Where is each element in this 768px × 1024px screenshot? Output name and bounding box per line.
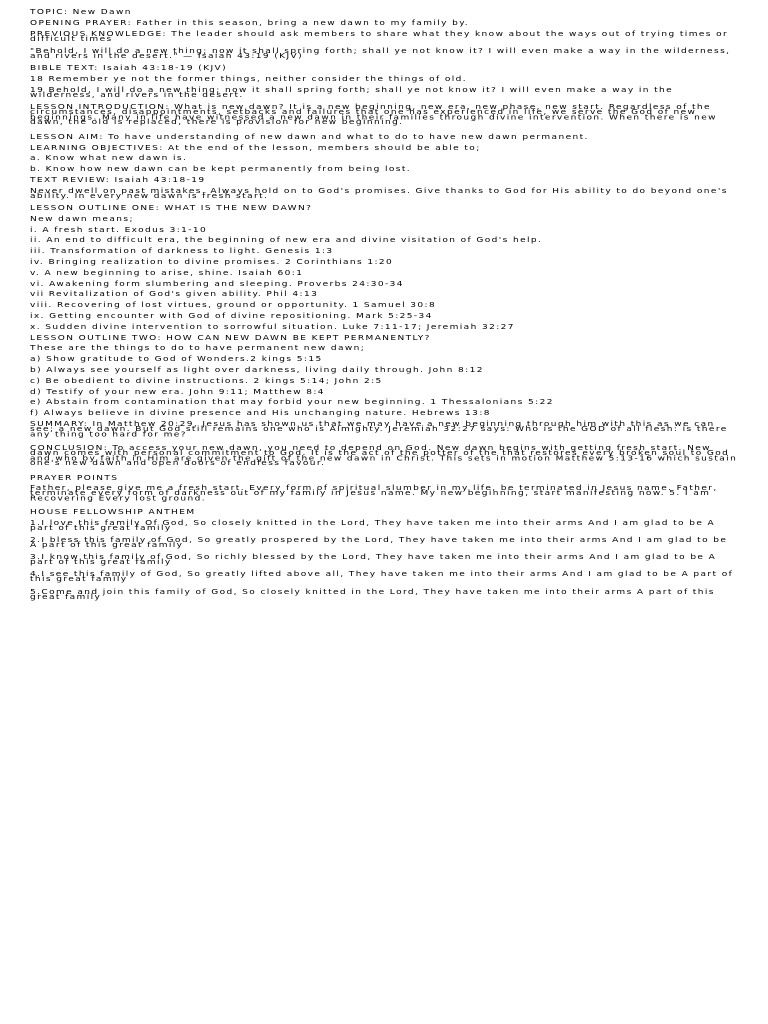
paragraph: LESSON OUTLINE ONE: WHAT IS THE NEW DAWN? [30, 204, 313, 213]
paragraph: 18 Remember ye not the former things, neither consider the things of old. [30, 75, 468, 84]
paragraph: ii. An end to difficult era, the beginning of new era and divine visitation of God's help. [30, 236, 543, 245]
paragraph: Father, please give me a fresh start. Every form of spiritual slumber in my life, be terminated in Jesus name. Father, terminate every form of darkness out of my family in Jesus name. My new beginning, start manifesting now. 5. I am Recovering Every lost ground. [30, 484, 718, 504]
paragraph: b) Always see yourself as light over darkness, living daily through. John 8:12 [30, 366, 484, 375]
paragraph: 1.I love this family Of God, So closely knitted in the Lord, They have taken me into their arms And I am glad to be A part of this great family [30, 519, 716, 533]
paragraph: Never dwell on past mistakes. Always hold on to God's promises. Give thanks to God for His ability to do beyond one's ability. In every new dawn is fresh start. [30, 187, 728, 201]
paragraph: BIBLE TEXT: Isaiah 43:18-19 (KJV) [30, 64, 228, 73]
paragraph: PREVIOUS KNOWLEDGE: The leader should ask members to share what they know about the ways out of trying times or difficult times [30, 29, 729, 44]
paragraph: vi. Awakening form slumbering and sleeping. Proverbs 24:30-34 [30, 279, 404, 288]
paragraph: 5.Come and join this family of God, So closely knitted in the Lord, They have taken me into their arms A part of this great family [30, 587, 715, 602]
paragraph: TOPIC: New Dawn [30, 8, 132, 17]
paragraph: LESSON AIM: To have understanding of new dawn and what to do to have new dawn permanent. [30, 133, 589, 142]
paragraph: i. A fresh start. Exodus 3:1-10 [30, 225, 208, 234]
paragraph: a) Show gratitude to God of Wonders.2 kings 5:15 [30, 355, 323, 364]
paragraph: f) Always believe in divine presence and His unchanging nature. Hebrews 13:8 [30, 409, 491, 418]
paragraph: v. A new beginning to arise, shine. Isaiah 60:1 [30, 269, 304, 278]
paragraph: x. Sudden divine intervention to sorrowful situation. Luke 7:11-17; Jeremiah 32:27 [30, 323, 515, 332]
paragraph: 3.I know this family of God, So richly blessed by the Lord, They have taken me into their arms And I am glad to be A part of this great family [30, 553, 717, 567]
paragraph: d) Testify of your new era. John 9:11; Matthew 8:4 [30, 387, 325, 396]
paragraph: vii Revitalization of God's given ability. Phil 4:13 [30, 290, 319, 299]
paragraph: PRAYER POINTS [30, 473, 119, 482]
paragraph: "Behold, I will do a new thing; now it shall spring forth; shall ye not know it? I will even make a way in the wilderness, and rivers in the desert." — Isaiah 43:19 (KJV) [30, 47, 731, 61]
paragraph: a. Know what new dawn is. [30, 154, 188, 163]
paragraph: c) Be obedient to divine instructions. 2 kings 5:14; John 2:5 [30, 377, 383, 386]
paragraph: 2.I bless this family of God, So greatly prospered by the Lord, They have taken me into their arms And I am glad to be A part of this great family [30, 536, 728, 550]
paragraph: CONCLUSION: To access your new dawn, you need to depend on God. New dawn begins with getting fresh start. New dawn comes with personal commitment to God. It is the act of the potter of the that restores every broken soul to God and who by faith in Him are given the gift of the new dawn in Christ. This sets in motion Matthew 5:13-16 which sustain one's new dawn and open doors of endless favour. [30, 443, 738, 468]
paragraph: TEXT REVIEW: Isaiah 43:18-19 [30, 176, 206, 185]
paragraph: iii. Transformation of darkness to light. Genesis 1:3 [30, 247, 334, 256]
paragraph: SUMMARY: In Matthew 20:29, Jesus has shown us that we may have a new beginning through him with this as we can see; a new dawn. But God still remains one who is Almighty. Jeremiah 32:27 says: Who is the GOD of all flesh: is there any thing too hard for me? [30, 420, 728, 439]
paragraph: e) Abstain from contamination that may forbid your new beginning. 1 Thessalonians 5:22 [30, 398, 554, 407]
paragraph: OPENING PRAYER: Father in this season, bring a new dawn to my family by. [30, 19, 469, 28]
paragraph: viii. Recovering of lost virtues, ground or opportunity. 1 Samuel 30:8 [30, 301, 437, 310]
paragraph: LESSON OUTLINE TWO: HOW CAN NEW DAWN BE KEPT PERMANENTLY? [30, 333, 431, 342]
paragraph: ix. Getting encounter with God of divine repositioning. Mark 5:25-34 [30, 312, 433, 321]
paragraph: HOUSE FELLOWSHIP ANTHEM [30, 508, 196, 517]
paragraph: New dawn means; [30, 215, 134, 224]
paragraph: 4.I see this family of God, So greatly lifted above all, They have taken me into their arms And I am glad to be A part of this great family [30, 570, 734, 584]
paragraph: LESSON INTRODUCTION: What is new dawn? It is a new beginning, new era, new phase, new start. Regardless of the circumstances, disappointments, setbacks and failures that one has experienced in life, we serve the God of new beginnings. Many in life have witnessed a new dawn in their families through divine intervention. When there is new dawn, the old is replaced, there is provision for new beginning. [30, 103, 717, 127]
paragraph: LEARNING OBJECTIVES: At the end of the lesson, members should be able to; [30, 144, 481, 153]
paragraph: 19 Behold, I will do a new thing; now it shall spring forth; shall ye not know it? I will even make a way in the wilderness, and rivers in the desert. [30, 85, 674, 100]
paragraph: iv. Bringing realization to divine promises. 2 Corinthians 1:20 [30, 258, 394, 267]
paragraph: b. Know how new dawn can be kept permanently from being lost. [30, 165, 412, 174]
paragraph: These are the things to do to have permanent new dawn; [30, 344, 366, 353]
